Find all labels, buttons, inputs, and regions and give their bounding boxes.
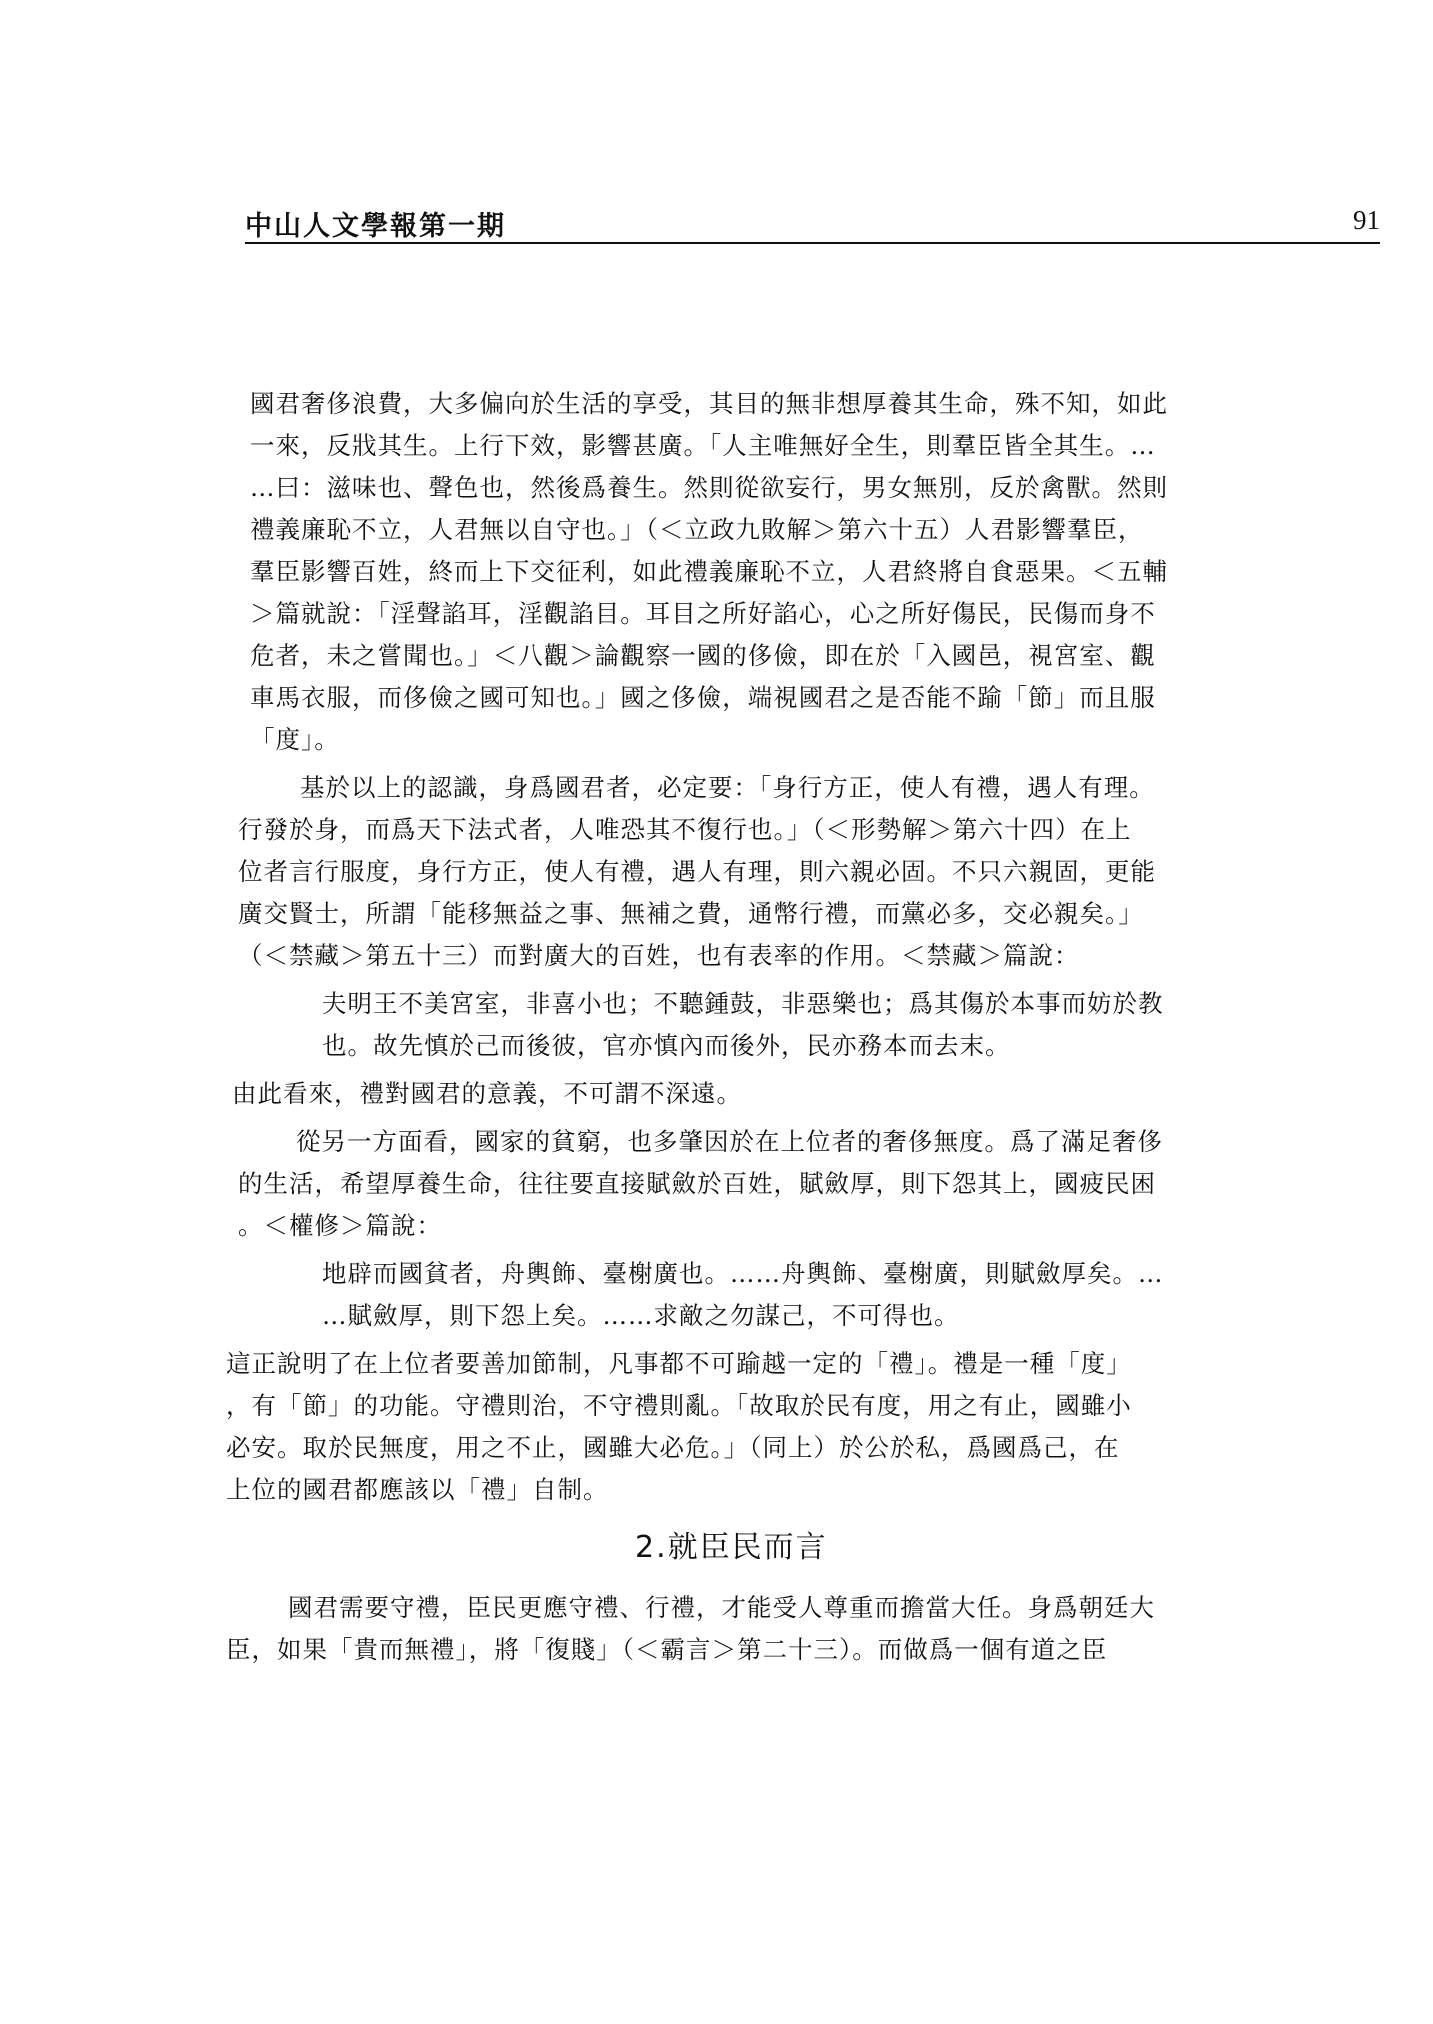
text-line: 。＜權修＞篇說： [238,1211,442,1240]
text-line: 的生活，希望厚養生命，往往要直接賦斂於百姓，賦斂厚，則下怨其上，國疲民困 [238,1169,1156,1198]
text-line: 從另一方面看，國家的貧窮，也多肇因於在上位者的奢侈無度。爲了滿足奢侈 [296,1127,1163,1156]
text-line: 上位的國君都應該以「禮」自制。 [226,1475,609,1504]
page-number: 91 [1353,205,1380,235]
text-line: 禮義廉恥不立，人君無以自守也。」（＜立政九敗解＞第六十五）人君影響羣臣， [250,515,1144,544]
section-heading: 2.就臣民而言 [635,1530,828,1565]
text-line: 行發於身，而爲天下法式者，人唯恐其不復行也。」（＜形勢解＞第六十四）在上 [238,815,1132,844]
page-header [245,201,1380,251]
text-line: 由此看來，禮對國君的意義，不可謂不深遠。 [232,1079,742,1108]
text-line: 國君需要守禮，臣民更應守禮、行禮，才能受人尊重而擔當大任。身爲朝廷大 [288,1593,1155,1622]
text-line: 危者，未之嘗聞也。」＜八觀＞論觀察一國的侈儉，即在於「入國邑，視宮室、觀 [250,641,1156,670]
text-line: 國君奢侈浪費，大多偏向於生活的享受，其目的無非想厚養其生命，殊不知，如此 [250,389,1168,418]
text-line: 基於以上的認識，身爲國君者，必定要：「身行方正，使人有禮，遇人有理。 [300,773,1155,802]
journal-title: 中山人文學報第一期 [245,211,506,242]
header-rule [245,242,1380,244]
quote-line: 也。故先慎於己而後彼，官亦慎內而後外，民亦務本而去末。 [322,1031,1011,1060]
text-line: 位者言行服度，身行方正，使人有禮，遇人有理，則六親必固。不只六親固，更能 [238,857,1156,886]
text-line: 車馬衣服，而侈儉之國可知也。」國之侈儉，端視國君之是否能不踰「節」而且服 [250,683,1156,712]
text-line: 廣交賢士，所謂「能移無益之事、無補之費，通幣行禮，而黨必多，交必親矣。」 [238,899,1144,928]
text-line: ＞篇就說：「淫聲諂耳，淫觀諂目。耳目之所好諂心，心之所好傷民，民傷而身不 [250,599,1156,628]
text-line: 臣，如果「貴而無禮」，將「復賤」（＜霸言＞第二十三）。而做爲一個有道之臣 [226,1635,1108,1664]
text-line: …曰：滋味也、聲色也，然後爲養生。然則從欲妄行，男女無別，反於禽獸。然則 [250,473,1168,502]
text-line: ，有「節」的功能。守禮則治，不守禮則亂。「故取於民有度，用之有止，國雖小 [226,1391,1132,1420]
text-line: 羣臣影響百姓，終而上下交征利，如此禮義廉恥不立，人君終將自食惡果。＜五輔 [250,557,1168,586]
text-line: 必安。取於民無度，用之不止，國雖大必危。」（同上）於公於私，爲國爲己，在 [226,1433,1120,1462]
text-line: 這正說明了在上位者要善加節制，凡事都不可踰越一定的「禮」。禮是一種「度」 [226,1349,1132,1378]
quote-line: 地辟而國貧者，舟輿飾、臺榭廣也。……舟輿飾、臺榭廣，則賦斂厚矣。… [322,1259,1164,1288]
quote-line: …賦斂厚，則下怨上矣。……求敵之勿謀己，不可得也。 [322,1301,960,1330]
text-line: 「度」。 [250,725,340,754]
text-line: 一來，反戕其生。上行下效，影響甚廣。「人主唯無好全生，則羣臣皆全其生。… [250,431,1156,460]
text-line: （＜禁藏＞第五十三）而對廣大的百姓，也有表率的作用。＜禁藏＞篇說： [238,941,1080,970]
quote-line: 夫明王不美宮室，非喜小也；不聽鍾鼓，非惡樂也；爲其傷於本事而妨於教 [322,989,1164,1018]
